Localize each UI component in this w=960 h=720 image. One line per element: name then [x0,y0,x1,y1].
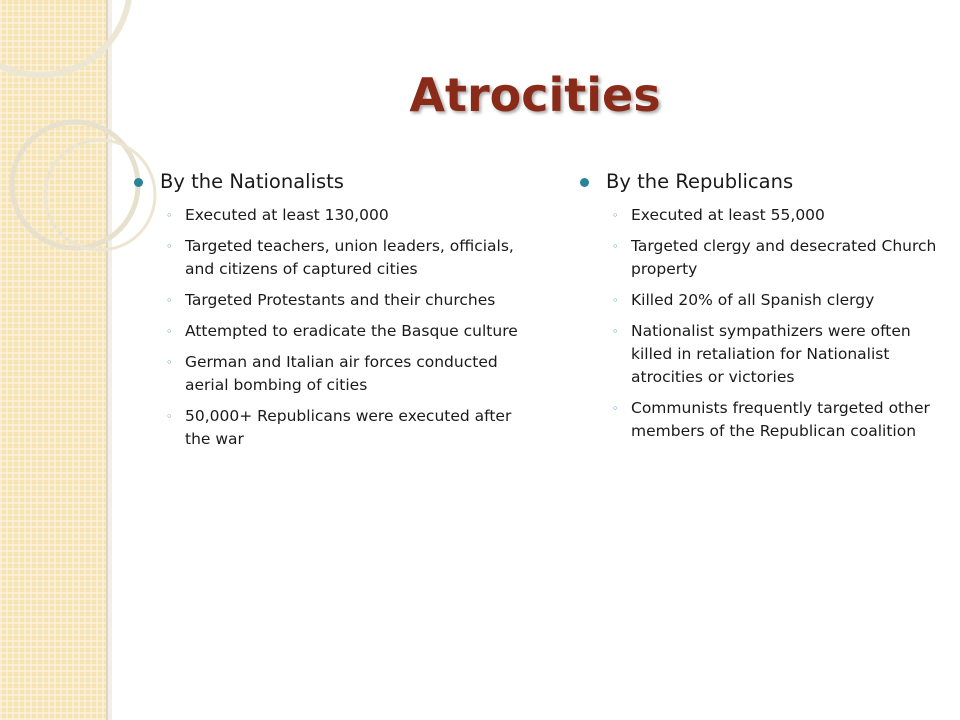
ring-bullet-icon: ◦ [166,410,173,423]
list-item-text: German and Italian air forces conducted aerial bombing of cities [185,353,498,394]
ring-bullet-icon: ◦ [166,240,173,253]
ring-bullet-icon: ◦ [166,325,173,338]
republicans-list [578,204,938,443]
bullet-dot-icon [580,178,589,187]
ring-bullet-icon: ◦ [166,294,173,307]
list-item-text: Killed 20% of all Spanish clergy [631,291,875,309]
list-item-text: Nationalist sympathizers were often killed in retaliation for Nationalist atrocities or victories [631,322,911,386]
list-item [578,289,938,312]
republicans-heading-text: By the Republicans [606,170,794,193]
list-item [132,320,532,343]
list-item-text: Executed at least 55,000 [631,206,825,224]
list-item [578,204,938,227]
list-item [132,351,532,397]
nationalists-heading-text: By the Nationalists [160,170,344,193]
decor-circle-large [12,122,138,248]
ring-bullet-icon: ◦ [612,402,619,415]
ring-bullet-icon: ◦ [612,209,619,222]
list-item [132,235,532,281]
ring-bullet-icon: ◦ [612,294,619,307]
slide-title: Atrocities [409,68,661,122]
list-item-text: Targeted clergy and desecrated Church property [631,237,937,278]
republicans-column [578,168,938,451]
list-item-text: Attempted to eradicate the Basque culture [185,322,518,340]
list-item-text: 50,000+ Republicans were executed after the war [185,407,512,448]
list-item [132,289,532,312]
list-item-text: Executed at least 130,000 [185,206,389,224]
republicans-heading [578,168,938,196]
ring-bullet-icon: ◦ [612,240,619,253]
ring-bullet-icon: ◦ [612,325,619,338]
list-item [578,320,938,389]
nationalists-column [132,168,532,459]
bullet-dot-icon [134,178,143,187]
list-item [132,405,532,451]
list-item [578,397,938,443]
list-item-text: Communists frequently targeted other members of the Republican coalition [631,399,930,440]
nationalists-heading [132,168,532,196]
nationalists-list [132,204,532,451]
list-item-text: Targeted teachers, union leaders, officials, and citizens of captured cities [185,237,514,278]
list-item-text: Targeted Protestants and their churches [185,291,496,309]
list-item [578,235,938,281]
list-item [132,204,532,227]
ring-bullet-icon: ◦ [166,356,173,369]
ring-bullet-icon: ◦ [166,209,173,222]
